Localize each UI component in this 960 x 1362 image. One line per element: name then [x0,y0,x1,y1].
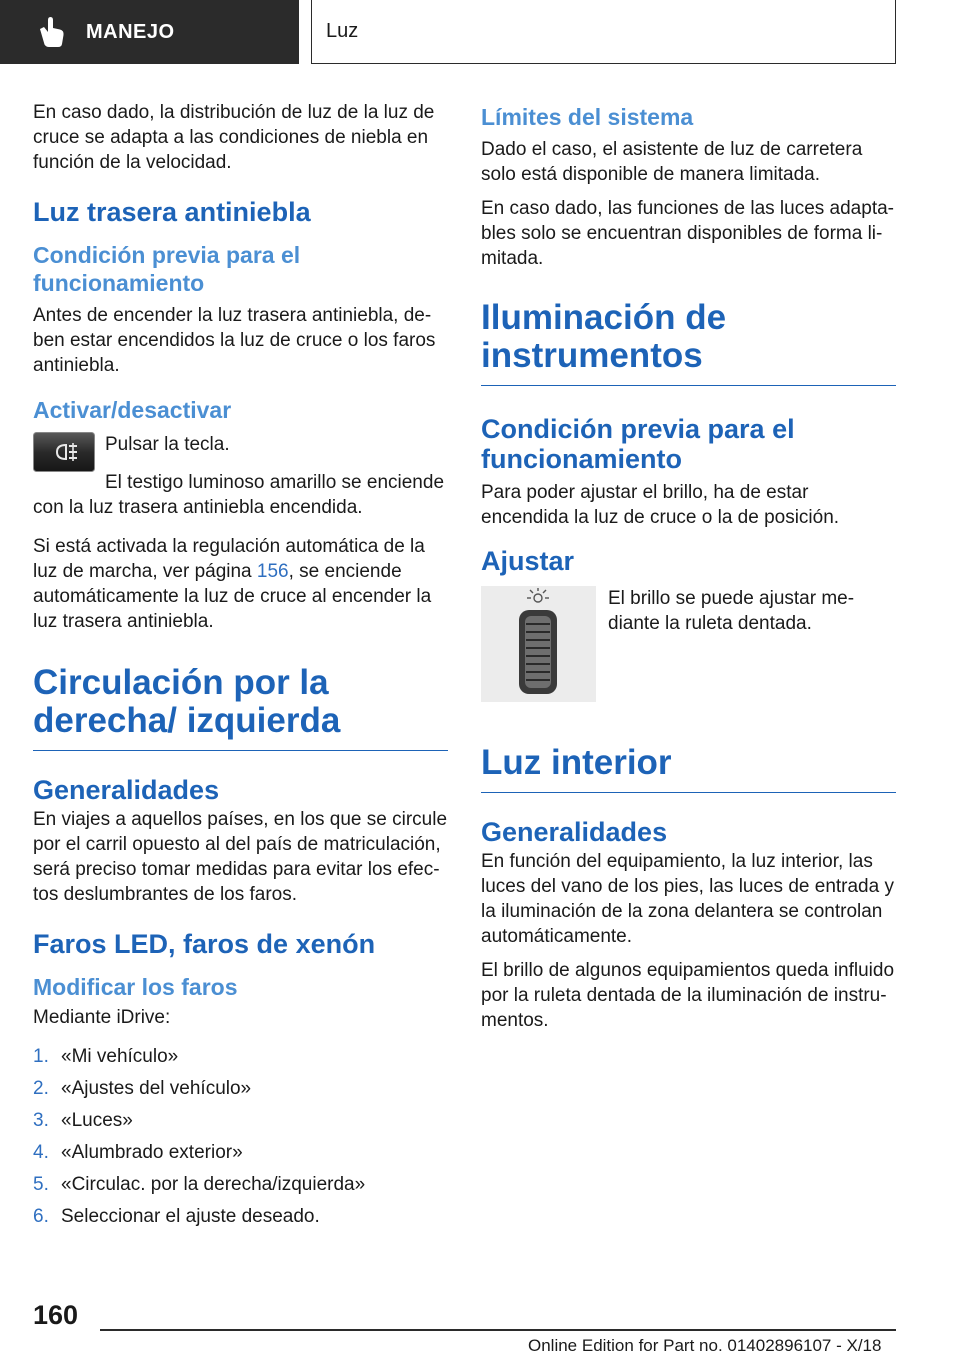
adjust-block [481,586,896,702]
traffic-general-text: En viajes a aquellos países, en los que se circule por el carril opuesto al del país de matriculación, será preciso tomar medidas para evitar los efectos deslumbrantes de los faros. [33,809,448,905]
idrive-intro: Mediante iDrive: [33,1007,171,1028]
section-tab [0,0,299,64]
instrument-precondition-text: Para poder ajustar el brillo, ha de estar encendida la luz de cruce o la de posición. [481,482,840,528]
instrument-precondition-heading: Condición previa para el funcionamiento [481,414,795,474]
right-column [481,100,896,1042]
limits-text-2: En caso dado, las funciones de las luces adaptables solo se encuentran disponibles de forma limitada. [481,198,894,269]
indicator-light-text: El testigo luminoso amarillo se enciende con la luz trasera antiniebla encendida. [33,472,445,518]
led-heading: Faros LED, faros de xenón [33,929,376,959]
list-item: 2. «Ajustes del vehículo» [33,1078,252,1099]
rear-fog-button-block [33,432,448,472]
instrument-lighting-heading: Iluminación de instrumentos [481,299,896,386]
chapter-tab [311,0,896,64]
idrive-steps [33,1044,448,1229]
auto-light-paragraph: Si está activada la regulación automática de la luz de marcha, ver página 156, se enciende automáticamente la luz de cruce al encender la luz trasera antiniebla. [33,536,432,632]
step-press-button: Pulsar la tecla. [105,434,230,455]
intro-paragraph: En caso dado, la distribución de luz de la luz de cruce se adapta a las condiciones de niebla en función de la velocidad. [33,102,435,173]
chapter-label: Luz [326,20,359,42]
hand-pointer-icon [34,15,68,49]
edition-text: Online Edition for Part no. 01402896107 - X/18 [528,1336,882,1355]
interior-text-2: El brillo de algunos equipamientos queda influido por la ruleta dentada de la iluminación de instrumentos. [481,960,895,1031]
activate-heading: Activar/desactivar [33,397,232,423]
rear-fog-button-icon [33,432,95,472]
footer-divider [100,1329,896,1331]
traffic-heading: Circulación por la derecha/ izquierda [33,664,448,751]
page-number: 160 [33,1300,79,1330]
thumbwheel-icon [481,586,596,702]
modify-headlights-heading: Modificar los faros [33,974,238,1000]
rear-fog-precondition-text: Antes de encender la luz trasera antiniebla, deben estar encendidos la luz de cruce o los faros antiniebla. [33,305,436,376]
limits-heading: Límites del sistema [481,104,694,130]
adjust-heading: Ajustar [481,546,575,576]
list-item: 4. «Alumbrado exterior» [33,1142,243,1163]
limits-text-1: Dado el caso, el asistente de luz de carretera solo está disponible de manera limitada. [481,139,863,185]
list-item: 5. «Circulac. por la derecha/izquierda» [33,1174,366,1195]
rear-fog-heading: Luz trasera antiniebla [33,197,311,227]
interior-text-1: En función del equipamiento, la luz interior, las luces del vano de los pies, las luces de entrada y la iluminación de la zona delantera se controlan automáticamente. [481,851,894,947]
page-link-156[interactable]: 156 [256,561,289,582]
list-item: 1. «Mi vehículo» [33,1046,179,1067]
list-item: 6. Seleccionar el ajuste deseado. [33,1206,320,1227]
interior-general-heading: Generalidades [481,817,668,847]
adjust-text: El brillo se puede ajustar mediante la ruleta dentada. [608,588,855,634]
interior-light-heading: Luz interior [481,744,896,793]
section-label: MANEJO [86,20,175,43]
rear-fog-precondition-heading: Condición previa para el funcionamiento [33,242,301,296]
list-item: 3. «Luces» [33,1110,133,1131]
traffic-general-heading: Generalidades [33,775,220,805]
left-column [33,100,448,1236]
